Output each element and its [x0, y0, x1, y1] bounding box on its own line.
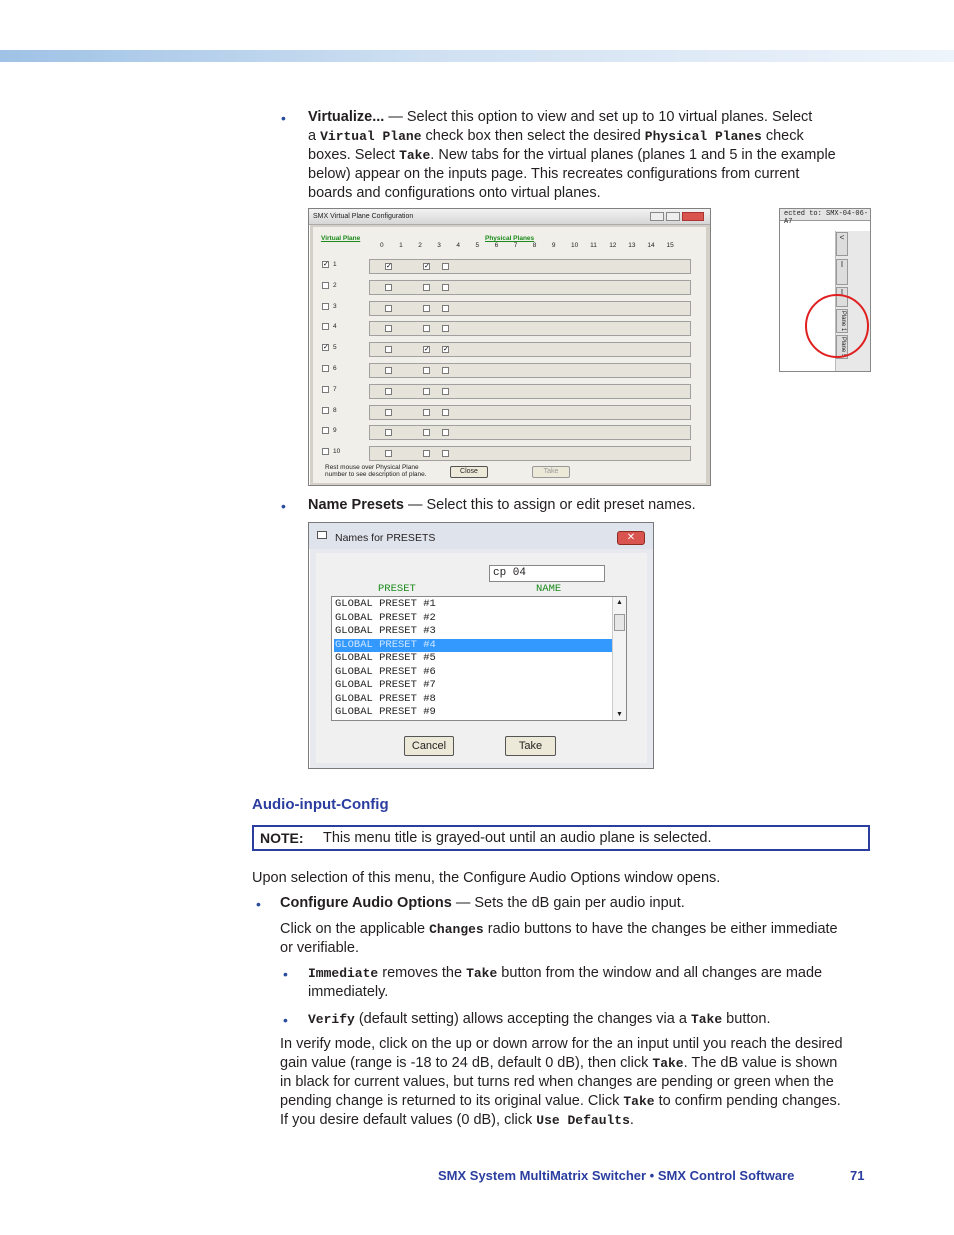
preset-list-item[interactable]: GLOBAL PRESET #4: [334, 639, 612, 653]
maximize-icon[interactable]: [666, 212, 680, 221]
virtual-plane-number: 2: [333, 281, 337, 289]
virtual-plane-checkbox[interactable]: ✓: [323, 261, 329, 268]
physical-plane-row: [369, 405, 691, 420]
column-header: 12: [609, 242, 617, 249]
code-take: Take: [466, 966, 498, 981]
physical-plane-row: [369, 259, 691, 274]
inset-title-bar: [780, 209, 871, 226]
text: check box then select the desired: [421, 128, 645, 144]
text: in black for current values, but turns red when changes are pending or green when the: [280, 1074, 834, 1090]
window-title: SMX Virtual Plane Configuration: [313, 213, 414, 220]
presets-window: [308, 522, 654, 769]
preset-list-item[interactable]: GLOBAL PRESET #6: [335, 665, 436, 678]
physical-plane-checkbox[interactable]: [423, 450, 430, 457]
window-body: [313, 227, 706, 483]
physical-plane-checkbox[interactable]: ✓: [424, 346, 430, 354]
text: boards and configurations onto virtual planes.: [308, 185, 601, 201]
column-header: 11: [590, 242, 597, 249]
preset-list-item[interactable]: GLOBAL PRESET #1: [335, 598, 436, 610]
column-header: 0: [380, 242, 384, 249]
physical-plane-row: [369, 363, 691, 378]
physical-plane-checkbox[interactable]: ✓: [443, 346, 449, 354]
preset-list-item[interactable]: GLOBAL PRESET #8: [335, 692, 436, 705]
hint-line: Rest mouse over Physical Plane: [325, 464, 419, 471]
code-take: Take: [399, 148, 431, 163]
virtual-plane-checkbox[interactable]: [322, 386, 329, 393]
click-paragraph: [280, 920, 875, 958]
text: check: [761, 128, 804, 144]
physical-plane-checkbox[interactable]: [423, 305, 430, 312]
close-icon[interactable]: [682, 212, 704, 221]
tab-label: Plane 1: [840, 310, 846, 332]
column-header: 3: [437, 242, 441, 249]
text: or verifiable.: [280, 940, 359, 956]
virtual-plane-checkbox[interactable]: [322, 323, 329, 330]
preset-header: PRESET: [378, 583, 416, 595]
physical-plane-checkbox[interactable]: [423, 388, 430, 395]
virtual-plane-checkbox[interactable]: [322, 365, 329, 372]
physical-plane-checkbox[interactable]: [442, 429, 449, 436]
text: — Sets the dB gain per audio input.: [451, 895, 685, 911]
virtual-plane-number: 4: [333, 323, 337, 331]
verify-mode-paragraph: [280, 1035, 880, 1130]
text: gain value (range is -18 to 24 dB, default 0 dB), then click: [280, 1055, 653, 1071]
note-label: NOTE:: [260, 830, 304, 846]
virtual-plane-checkbox[interactable]: [322, 303, 329, 310]
physical-plane-checkbox[interactable]: [385, 409, 392, 416]
text: immediately.: [308, 984, 389, 1000]
column-header: 9: [551, 242, 556, 249]
column-header: 8: [532, 242, 537, 249]
text: If you desire default values (0 dB), click: [280, 1112, 537, 1128]
physical-plane-row: [369, 280, 691, 295]
column-header: 10: [571, 242, 579, 249]
virtual-plane-checkbox[interactable]: [322, 407, 329, 414]
virtual-plane-number: 6: [333, 365, 337, 372]
name-presets-paragraph: [308, 496, 868, 515]
physical-plane-row: [369, 342, 691, 357]
page-number: 71: [850, 1168, 865, 1183]
configure-audio-term: Configure Audio Options: [280, 895, 452, 911]
column-header: 13: [628, 242, 636, 249]
code-virtual-plane: Virtual Plane: [320, 129, 422, 144]
preset-list-item[interactable]: GLOBAL PRESET #9: [335, 706, 436, 718]
scroll-thumb[interactable]: [614, 614, 625, 631]
text: radio buttons to have the changes be either immediate: [483, 921, 838, 937]
text: Click on the applicable: [280, 921, 430, 937]
close-icon[interactable]: ✕: [617, 531, 645, 545]
physical-plane-checkbox[interactable]: [423, 429, 430, 436]
name-header: NAME: [536, 583, 562, 595]
minimize-icon[interactable]: [650, 212, 664, 221]
text: button.: [722, 1011, 771, 1027]
physical-plane-checkbox[interactable]: [442, 305, 449, 312]
preset-list-item[interactable]: GLOBAL PRESET #2: [335, 611, 436, 624]
physical-plane-checkbox[interactable]: [385, 367, 392, 374]
physical-plane-checkbox[interactable]: [385, 305, 392, 312]
immediate-item: [308, 964, 873, 1002]
bullet: •: [256, 896, 261, 912]
bullet: •: [283, 966, 288, 982]
text: (default setting) allows accepting the changes via a: [354, 1011, 691, 1027]
virtualize-paragraph: [308, 108, 878, 203]
text: removes the: [378, 965, 467, 981]
note-box: [252, 825, 870, 851]
scroll-up-icon[interactable]: ▲: [616, 599, 623, 606]
take-button[interactable]: Take: [505, 736, 556, 756]
code-verify: Verify: [308, 1012, 355, 1027]
preset-list[interactable]: [331, 596, 627, 721]
physical-plane-checkbox[interactable]: [423, 409, 430, 416]
code-changes: Changes: [429, 922, 484, 937]
text: a: [308, 128, 321, 144]
tabs-inset: [779, 208, 871, 372]
take-button[interactable]: Take: [532, 466, 570, 478]
scrollbar[interactable]: [612, 597, 626, 720]
virtual-plane-number: 7: [333, 385, 337, 393]
physical-plane-checkbox[interactable]: [385, 429, 392, 436]
code-take: Take: [623, 1094, 655, 1109]
hint-text: [325, 464, 427, 478]
text: In verify mode, click on the up or down arrow for the an input until you reach the desired: [280, 1036, 843, 1052]
code-immediate: Immediate: [308, 966, 379, 981]
intro-text: Upon selection of this menu, the Configure Audio Options window opens.: [252, 870, 721, 886]
window-title: Names for PRESETS: [335, 532, 436, 544]
virtual-plane-number: 1: [333, 261, 337, 268]
physical-plane-row: [369, 384, 691, 399]
code-take: Take: [690, 1012, 723, 1027]
tab-one[interactable]: [836, 259, 848, 285]
virtual-plane-number: 10: [333, 448, 341, 456]
name-input[interactable]: [489, 565, 605, 582]
hint-line: number to see description of plane.: [325, 471, 427, 478]
text: button from the window and all changes are made: [497, 965, 823, 981]
code-physical-planes: Physical Planes: [644, 129, 762, 144]
physical-plane-checkbox[interactable]: [442, 367, 449, 374]
close-button[interactable]: Close: [450, 466, 488, 478]
virtual-plane-checkbox[interactable]: [322, 427, 329, 434]
virtual-plane-checkbox[interactable]: ✓: [323, 344, 329, 352]
column-header: 15: [666, 242, 674, 249]
physical-plane-checkbox[interactable]: ✓: [386, 263, 392, 270]
physical-plane-checkbox[interactable]: [442, 263, 449, 270]
configure-audio-item: [280, 894, 685, 913]
physical-plane-checkbox[interactable]: [385, 325, 392, 332]
verify-item: [308, 1010, 771, 1029]
header-bar: [0, 50, 954, 62]
note-text: This menu title is grayed-out until an audio plane is selected.: [323, 830, 712, 846]
preset-list-item[interactable]: GLOBAL PRESET #5: [335, 652, 436, 664]
text: . The dB value is shown: [683, 1055, 838, 1071]
text: . New tabs for the virtual planes (planes 1 and 5 in the example: [430, 147, 836, 163]
tab-label: I: [840, 260, 844, 269]
physical-plane-checkbox[interactable]: [385, 450, 392, 457]
virtualize-term: Virtualize...: [308, 109, 385, 125]
column-header: 14: [647, 242, 655, 249]
physical-plane-checkbox[interactable]: [423, 284, 430, 291]
bullet: •: [283, 1012, 288, 1028]
column-header: 6: [494, 242, 499, 249]
physical-plane-checkbox[interactable]: [442, 388, 449, 395]
name-value: cp 04: [493, 567, 527, 579]
text: — Select this to assign or edit preset names.: [403, 497, 696, 513]
text: to confirm pending changes.: [654, 1093, 841, 1109]
physical-plane-checkbox[interactable]: [442, 450, 449, 457]
physical-plane-checkbox[interactable]: [423, 367, 430, 374]
physical-plane-checkbox[interactable]: [442, 409, 449, 416]
tab-label: Plane 5: [840, 336, 846, 358]
virtual-plane-label: Virtual Plane: [321, 235, 361, 242]
preset-list-item[interactable]: GLOBAL PRESET #3: [335, 625, 436, 637]
cancel-button[interactable]: Cancel: [404, 736, 454, 756]
physical-plane-checkbox[interactable]: [385, 388, 392, 395]
virtual-plane-checkbox[interactable]: [322, 448, 329, 455]
scroll-down-icon[interactable]: ▼: [616, 711, 623, 718]
virtual-plane-number: 9: [333, 427, 337, 435]
physical-plane-row: [369, 446, 691, 461]
column-header: 7: [513, 242, 518, 249]
column-header: 4: [456, 242, 461, 249]
physical-plane-checkbox[interactable]: [385, 346, 392, 353]
footer-title: SMX System MultiMatrix Switcher • SMX Control Software: [438, 1168, 795, 1183]
physical-plane-checkbox[interactable]: [442, 284, 449, 291]
physical-planes-label: Physical Planes: [485, 235, 535, 242]
title-bar: [309, 523, 653, 549]
virtual-plane-number: 8: [333, 406, 337, 414]
text: pending change is returned to its original value. Click: [280, 1093, 624, 1109]
title-bar: [309, 209, 710, 225]
physical-plane-row: [369, 301, 691, 316]
virtual-plane-window: [308, 208, 711, 486]
name-presets-term: Name Presets: [308, 497, 404, 513]
bullet: •: [281, 498, 286, 514]
physical-plane-checkbox[interactable]: [423, 325, 430, 332]
text: — Select this option to view and set up to 10 virtual planes. Select: [384, 109, 813, 125]
physical-plane-row: [369, 321, 691, 336]
preset-list-item[interactable]: GLOBAL PRESET #7: [335, 679, 436, 691]
code-use-defaults: Use Defaults: [536, 1113, 630, 1128]
tab-label: <: [839, 233, 845, 242]
bullet: •: [281, 110, 286, 126]
text: below) appear on the inputs page. This recreates configurations from current: [308, 166, 800, 182]
column-header: 1: [399, 242, 403, 249]
column-header: 5: [475, 242, 480, 249]
text: boxes. Select: [308, 147, 400, 163]
column-header: 2: [418, 242, 422, 249]
text: .: [629, 1112, 634, 1128]
window-app-icon: [317, 531, 327, 539]
physical-plane-checkbox[interactable]: ✓: [424, 263, 430, 270]
code-take: Take: [652, 1056, 684, 1071]
inset-title: ected to: SMX-04-06-A7: [784, 210, 869, 226]
physical-plane-row: [369, 425, 691, 440]
physical-plane-checkbox[interactable]: [442, 325, 449, 332]
window-body: [316, 553, 647, 763]
highlight-circle: [805, 294, 869, 358]
tab-arrow[interactable]: [836, 232, 848, 256]
virtual-plane-number: 5: [333, 344, 337, 352]
physical-plane-checkbox[interactable]: [385, 284, 392, 291]
section-heading: Audio-input-Config: [252, 796, 389, 813]
virtual-plane-number: 3: [333, 302, 337, 310]
virtual-plane-checkbox[interactable]: [322, 282, 329, 289]
tab-label: I: [840, 288, 844, 297]
